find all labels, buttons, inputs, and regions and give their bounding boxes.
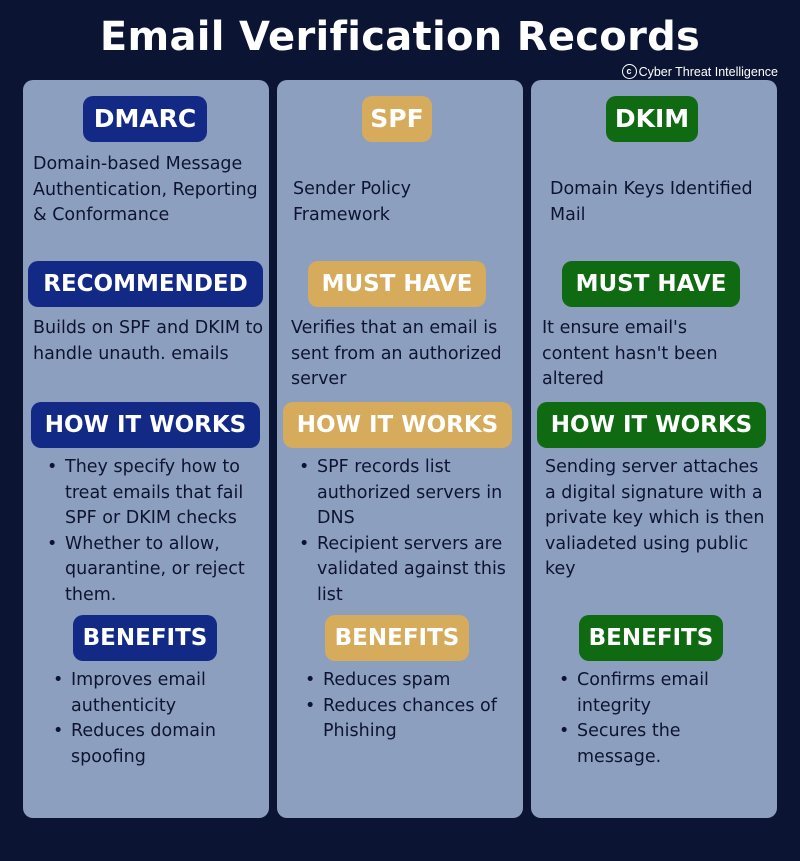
dmarc-benefits-list — [47, 668, 267, 770]
list-item: • Reduces spam — [299, 668, 521, 694]
list-item: • Whether to allow, quarantine, or reject them. — [41, 532, 266, 609]
page-title: Email Verification Records — [99, 14, 701, 60]
list-item: • They specify how to treat emails that fail SPF or DKIM checks — [41, 455, 266, 532]
list-item: • Reduces chances of Phishing — [299, 694, 521, 745]
spf-benefits-list — [299, 668, 521, 745]
spf-how-badge: HOW IT WORKS — [283, 402, 512, 448]
dmarc-status-badge: RECOMMENDED — [28, 261, 263, 307]
spf-full-name: Sender Policy Framework — [293, 179, 411, 225]
dkim-benefits-badge: BENEFITS — [579, 615, 723, 661]
list-item: • Reduces domain spoofing — [47, 719, 267, 770]
dmarc-name-badge: DMARC — [83, 96, 207, 142]
list-item: • Confirms email integrity — [553, 668, 763, 719]
spf-how-list — [293, 455, 508, 608]
list-item: • SPF records list authorized servers in DNS — [293, 455, 508, 532]
credit-text: Cyber Threat Intelligence — [638, 64, 778, 79]
dkim-status-badge: MUST HAVE — [562, 261, 740, 307]
list-item: • Recipient servers are validated against this list — [293, 532, 508, 609]
copyright-icon: c — [622, 64, 637, 79]
dkim-name-badge: DKIM — [606, 96, 698, 142]
spf-status-desc: Verifies that an email is sent from an authorized server — [291, 318, 502, 389]
list-item: • Improves email authenticity — [47, 668, 267, 719]
spf-benefits-badge: BENEFITS — [325, 615, 469, 661]
dmarc-card — [23, 80, 269, 818]
dkim-card — [531, 80, 777, 818]
dmarc-how-list — [41, 455, 266, 608]
dkim-how-text: Sending server attaches a digital signature with a private key which is then valiadeted using public key — [545, 457, 765, 579]
list-item: • Secures the message. — [553, 719, 763, 770]
spf-card — [277, 80, 523, 818]
spf-name-badge: SPF — [362, 96, 432, 142]
dkim-full-name: Domain Keys Identified Mail — [550, 179, 753, 225]
dkim-how-badge: HOW IT WORKS — [537, 402, 766, 448]
spf-status-badge: MUST HAVE — [308, 261, 486, 307]
dmarc-full-name: Domain-based Message Authentication, Reporting & Conformance — [33, 154, 258, 225]
dkim-status-desc: It ensure email's content hasn't been altered — [542, 318, 718, 389]
dmarc-status-desc: Builds on SPF and DKIM to handle unauth. emails — [33, 318, 264, 364]
credit — [622, 64, 778, 79]
dmarc-how-badge: HOW IT WORKS — [31, 402, 260, 448]
dmarc-benefits-badge: BENEFITS — [73, 615, 217, 661]
dkim-benefits-list — [553, 668, 763, 770]
